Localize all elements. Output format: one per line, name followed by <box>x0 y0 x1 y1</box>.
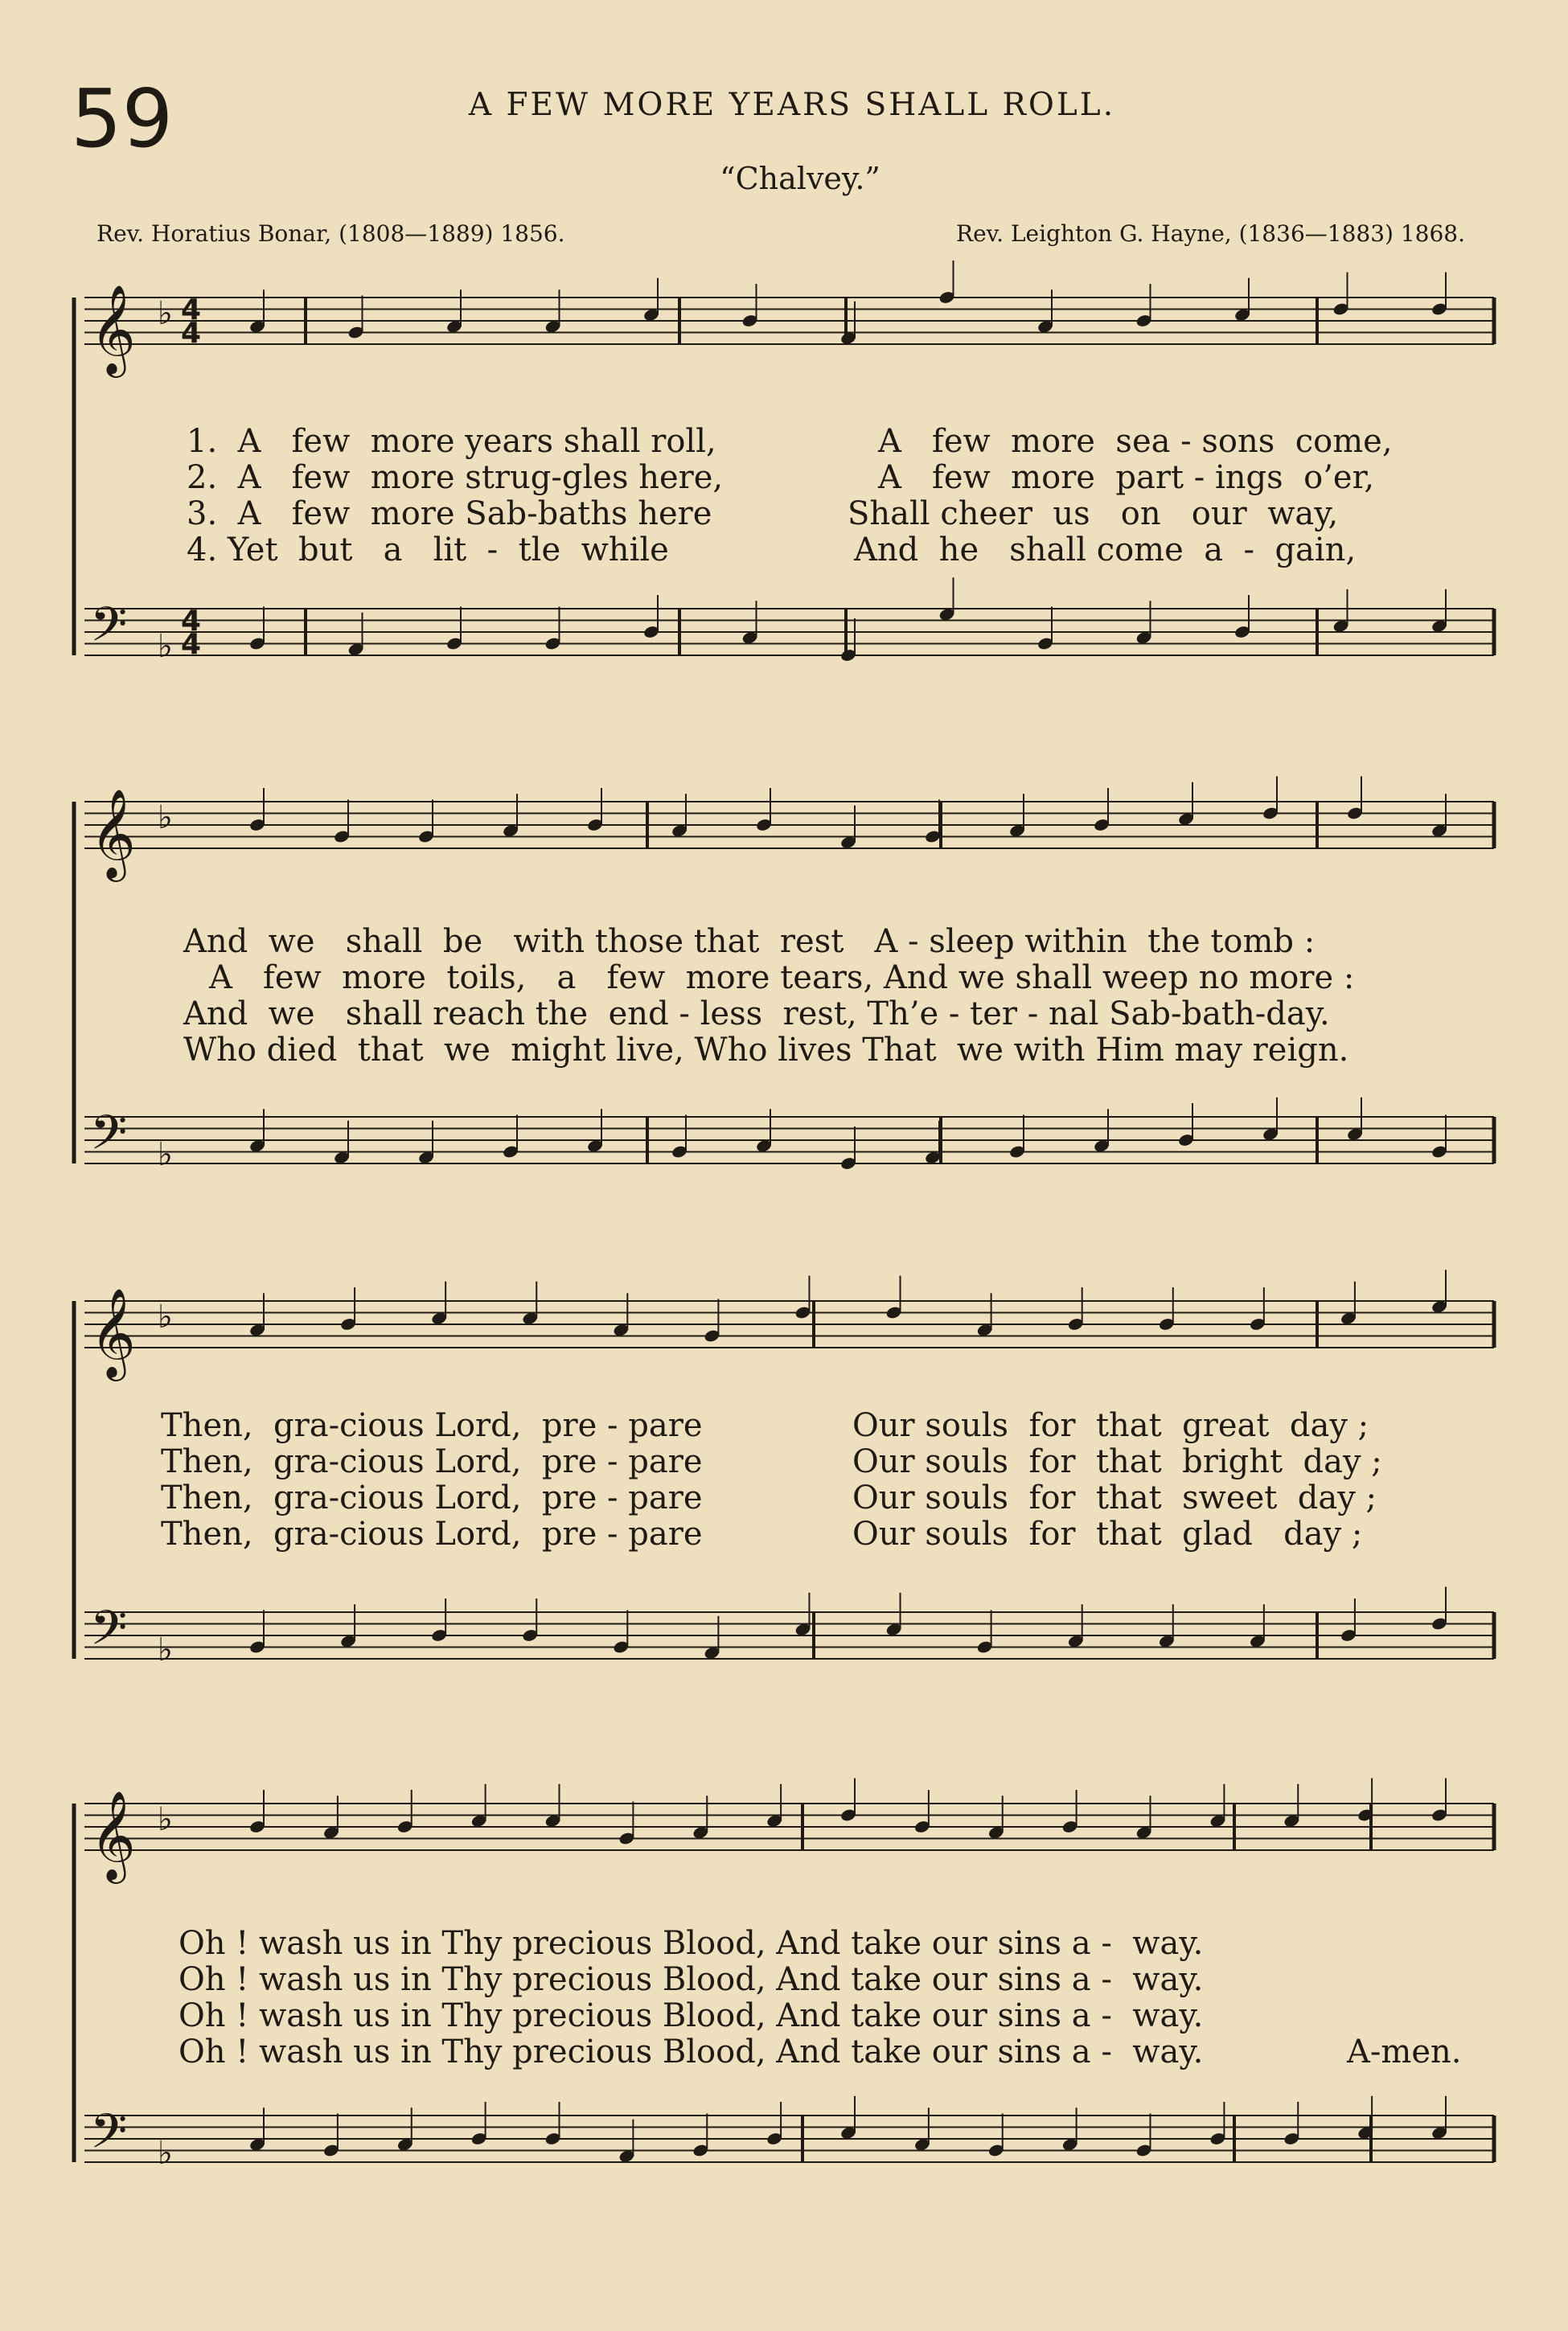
lyric-s3-v3-a: Then, gra-cious Lord, pre - pare <box>161 1479 703 1516</box>
flat-icon: ♭ <box>158 295 173 332</box>
lyric-s2-v1: And we shall be with those that rest A - sleep within the tomb : <box>183 923 1316 960</box>
lyric-s4-v3: Oh ! wash us in Thy precious Blood, And take our sins a - way. <box>179 1997 1204 2034</box>
bass-clef-icon: 𝄢 <box>90 1104 128 1172</box>
lyric-s3-v4-b: Our souls for that glad day ; <box>852 1516 1363 1553</box>
bass-clef-icon: 𝄢 <box>90 2103 128 2171</box>
lyric-s1-v3-b: Shall cheer us on our way, <box>848 495 1339 532</box>
music-credit: Rev. Leighton G. Hayne, (1836—1883) 1868. <box>956 220 1465 247</box>
lyric-s3-v1-b: Our souls for that great day ; <box>852 1407 1369 1444</box>
treble-clef-icon: 𝄞 <box>90 1790 136 1880</box>
hymn-title: A FEW MORE YEARS SHALL ROLL. <box>468 87 1116 123</box>
lyric-s3-v3-b: Our souls for that sweet day ; <box>852 1479 1377 1516</box>
bass-clef-icon: 𝄢 <box>90 596 128 664</box>
treble-clef-icon: 𝄞 <box>90 788 136 878</box>
flat-icon: ♭ <box>158 1631 173 1668</box>
flat-icon: ♭ <box>158 1299 173 1336</box>
lyric-s1-v3-a: 3. A few more Sab-baths here <box>187 495 712 532</box>
words-credit: Rev. Horatius Bonar, (1808—1889) 1856. <box>96 220 565 247</box>
flat-icon: ♭ <box>158 2135 173 2172</box>
time-signature-bottom: 4 <box>181 628 202 661</box>
lyric-s3-v2-b: Our souls for that bright day ; <box>852 1443 1382 1480</box>
lyric-s3-v4-a: Then, gra-cious Lord, pre - pare <box>161 1516 703 1553</box>
treble-clef-icon: 𝄞 <box>90 284 136 374</box>
lyric-s1-v4-a: 4. Yet but a lit - tle while <box>187 531 669 568</box>
lyric-s1-v2-b: A few more part - ings o’er, <box>878 459 1375 496</box>
tune-name: “Chalvey.” <box>720 161 880 196</box>
time-signature-bottom: 4 <box>181 317 202 350</box>
lyric-s2-v3: And we shall reach the end - less rest, Th’e - ter - nal Sab-bath-day. <box>183 995 1330 1032</box>
time-signature-top: 4 <box>181 293 202 326</box>
flat-icon: ♭ <box>158 1801 173 1838</box>
lyric-s1-v2-a: 2. A few more strug-gles here, <box>187 459 724 496</box>
lyric-s1-v1-b: A few more sea - sons come, <box>878 423 1393 460</box>
lyric-s3-v1-a: Then, gra-cious Lord, pre - pare <box>161 1407 703 1444</box>
treble-clef-icon: 𝄞 <box>90 1287 136 1377</box>
lyric-s2-v4: Who died that we might live, Who lives That we with Him may reign. <box>183 1032 1349 1069</box>
time-signature-top: 4 <box>181 605 202 638</box>
lyric-s4-v1: Oh ! wash us in Thy precious Blood, And take our sins a - way. <box>179 1925 1204 1962</box>
lyric-s4-v2: Oh ! wash us in Thy precious Blood, And take our sins a - way. <box>179 1961 1204 1998</box>
lyric-s1-v4-b: And he shall come a - gain, <box>854 531 1357 568</box>
flat-icon: ♭ <box>158 1136 173 1173</box>
flat-icon: ♭ <box>158 799 173 836</box>
lyric-s3-v2-a: Then, gra-cious Lord, pre - pare <box>161 1443 703 1480</box>
flat-icon: ♭ <box>158 628 173 665</box>
lyric-s2-v2: A few more toils, a few more tears, And we shall weep no more : <box>209 959 1355 996</box>
amen-lyric: A-men. <box>1347 2033 1462 2070</box>
bass-clef-icon: 𝄢 <box>90 1599 128 1668</box>
lyric-s1-v1-a: 1. A few more years shall roll, <box>187 423 716 460</box>
hymn-number: 59 <box>71 72 174 166</box>
lyric-s4-v4: Oh ! wash us in Thy precious Blood, And take our sins a - way. <box>179 2033 1204 2070</box>
